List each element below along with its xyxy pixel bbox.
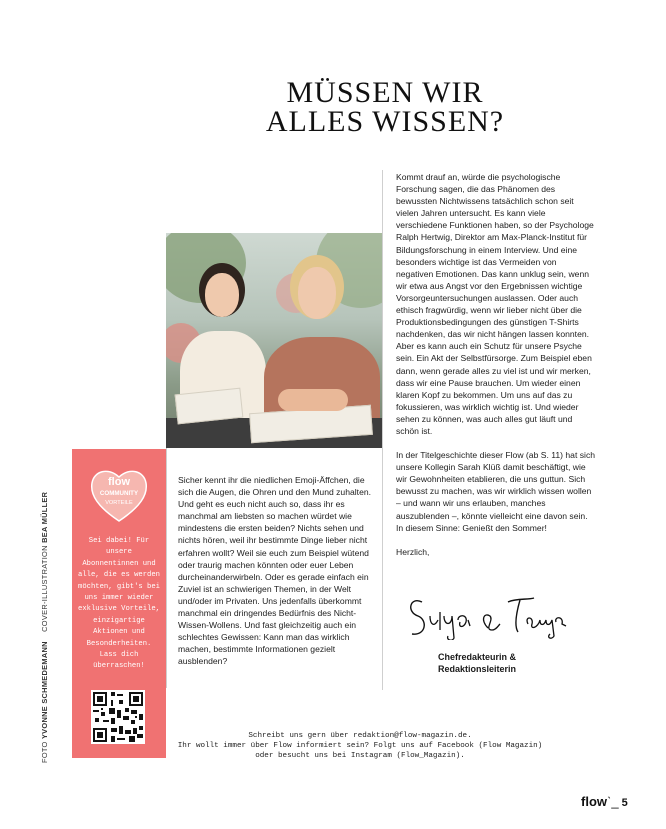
right-paragraph-2: In der Titelgeschichte dieser Flow (ab S. 11) hat sich unsere Kollegin Sarah Klüß damit beschäftigt, wie wir Gewohnheiten etablieren, die uns guttun. Sich bewusst zu machen, was wir wirklich wissen wollen – und wann wir uns erlauben, manches auszublenden –, könnte vielleicht eine davon sein. In diesem Sinne: Genießt den Sommer!: [396, 450, 596, 533]
photo-credits: [40, 491, 50, 763]
promo-text: Sei dabei! Für unsere Abonnentinnen und alle, die es werden möchten, gibt's bei uns immer wieder exklusive Vorteile, einzigartige Aktionen und Besonderheiten. Lass dich überraschen!: [78, 537, 160, 671]
credit-name-photo: YVONNE SCHMEDEMANN: [40, 641, 49, 740]
signature-role-1: Chefredakteurin &: [438, 652, 517, 662]
middle-paragraph: Sicher kennt ihr die niedlichen Emoji-Äffchen, die sich die Augen, die Ohren und den Mund zuhalten. Und geht es euch nicht auch so, dass ihr es manchmal am liebsten so machen würdet wie mindestens die ersten beiden? Nichts sehen und nichts hören, weil ihr bestimmte Dinge lieber nicht erfahren wollt? Weil sie euch zum Beispiel wütend oder traurig machen könnten oder euer Leben durcheinanderwirbeln. Oder es gerade einfach ein Zuviel ist an schwierigen Themen, in der Welt und/oder im Privaten. Uns jedenfalls überkommt manchmal ein dringendes Bedürfnis des Nicht-Wissen-Wollens. Und fast gleichzeitig auch ein schlechtes Gewissen: Kann man das wirklich machen, bestimmte Informationen gezielt ausblenden?: [178, 475, 372, 667]
title-line-1: MÜSSEN WIR: [286, 76, 484, 109]
contact-line-3: oder besucht uns bei Instagram (Flow_Magazin).: [255, 752, 465, 760]
community-promo-box: [72, 449, 166, 758]
credit-label-cover: COVER-ILLUSTRATION: [40, 545, 49, 632]
right-paragraph-1: Kommt drauf an, würde die psychologische Forschung sagen, die das Phänomen des bewussten Nichtwissens tatsächlich schon seit vielen Jahren untersucht. Es kann viele verschiedene Funktionen haben, so der Psychologe Ralph Hertwig, Direktor am Max-Planck-Institut für Bildungsforschung in einem Interview. Und eine besonders wichtige ist das Vermeiden von negativen Emotionen. Das kann unklug sein, wenn wir etwa aus Angst vor den Ergebnissen wichtige Vorsorgeuntersuchungen auslassen. Oder auch ethisch fragwürdig, wenn wir lieber nicht über die Produktionsbedingungen des günstigen T-Shirts nachdenken, das wir nicht hängen lassen konnten. Aber es kann auch ein Schutz für unsere Psyche sein. Ein Akt der Selbstfürsorge. Zum Beispiel eben dann, wenn gerade alles zu viel ist und wir merken, dass wir eine Pause brauchen. Um wieder einen klaren Kopf zu bekommen. Um uns auf das zu fokussieren, was wirklich wichtig ist. Und wieder sehen zu können, was auch alles gut läuft und schön ist.: [396, 172, 594, 436]
credit-name-cover: BEA MÜLLER: [40, 491, 49, 543]
column-divider-right: [382, 170, 383, 690]
badge-community: COMMUNITY: [99, 490, 139, 497]
editorial-right-column: [396, 171, 596, 570]
logo-brand: flow: [581, 794, 607, 809]
title-line-2: ALLES WISSEN?: [265, 105, 505, 138]
contact-line-1: Schreibt uns gern über redaktion@flow-magazin.de.: [248, 732, 472, 740]
column-divider-left: [166, 448, 167, 688]
contact-line-2: Ihr wollt immer über Flow informiert sein? Folgt uns auf Facebook (Flow Magazin): [177, 742, 543, 750]
qr-code-icon[interactable]: [91, 690, 145, 744]
badge-vorteile: VORTEILE: [105, 500, 133, 506]
footer-logo: flowˋ_ 5: [581, 794, 628, 809]
page-title: [230, 78, 540, 136]
signature-roles: [438, 651, 588, 675]
right-paragraph-3: Herzlich,: [396, 546, 430, 557]
badge-brand: flow: [108, 476, 130, 488]
editorial-middle-column: [178, 474, 378, 668]
handwritten-signature: [404, 590, 584, 640]
flow-community-heart-icon: [88, 463, 150, 525]
page-number: 5: [621, 797, 628, 809]
signature-role-2: Redaktionsleiterin: [438, 664, 517, 674]
editors-photo: [166, 233, 382, 448]
contact-note: [160, 731, 560, 761]
credit-label-photo: FOTO: [40, 741, 49, 763]
